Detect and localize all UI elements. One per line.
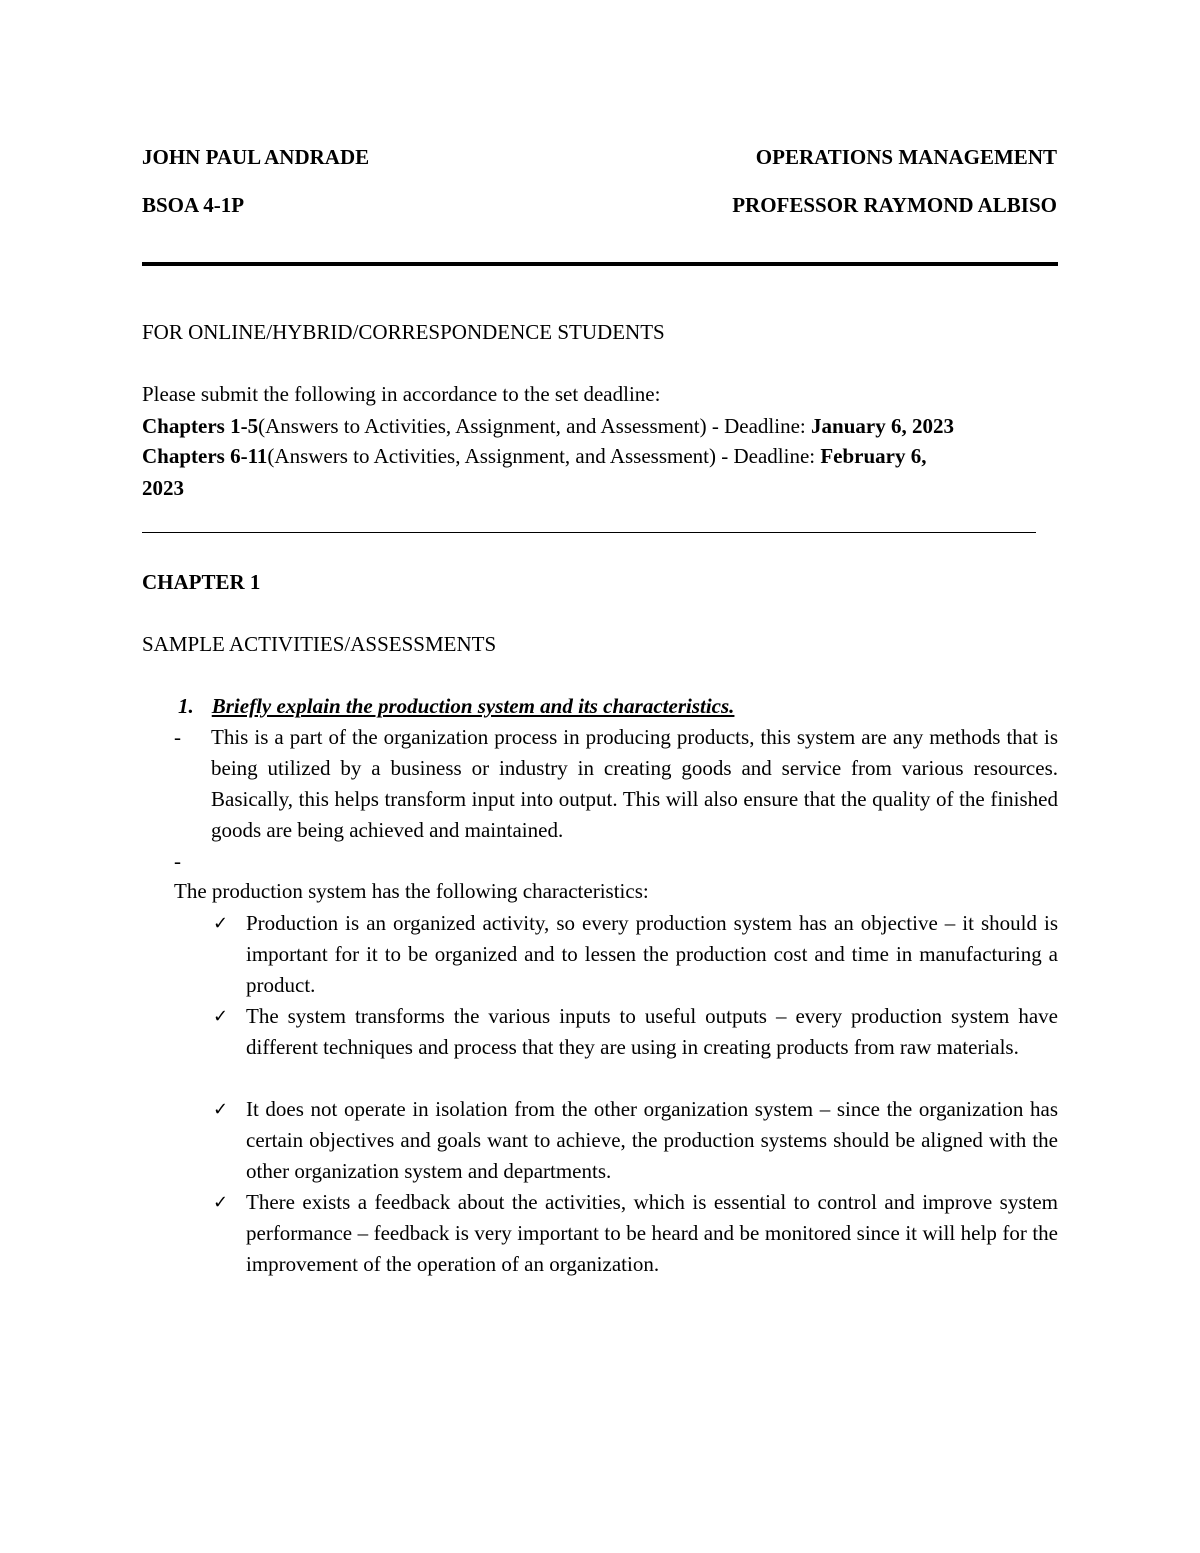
deadline-row-date: January 6, 2023 [811, 414, 954, 438]
notice-heading: FOR ONLINE/HYBRID/CORRESPONDENCE STUDENTS [142, 320, 665, 344]
characteristic-item: It does not operate in isolation from the other organization system – since the organization has certain objectives and goals want to achieve, the production systems should be aligned with the other organization system and departments. [246, 1097, 1058, 1183]
characteristic-item: There exists a feedback about the activities, which is essential to control and improve system performance – feedback is very important to be heard and be monitored since it will help for the improvement of the operation of an organization. [246, 1190, 1058, 1276]
deadline-row-1 [142, 416, 954, 437]
deadline-row-2 [142, 446, 927, 467]
deadline-row-chapters: Chapters 6-11 [142, 444, 268, 468]
notice-intro: Please submit the following in accordance to the set deadline: [142, 382, 661, 406]
empty-dash: - [174, 849, 181, 873]
header-divider [142, 262, 1058, 266]
question-number: 1. [178, 694, 194, 718]
checkmark-icon: ✓ [213, 1192, 229, 1213]
characteristic-item: The system transforms the various inputs to useful outputs – every production system have different techniques and process that they are using in creating products from raw materials. [246, 1004, 1058, 1059]
student-name: JOHN PAUL ANDRADE [142, 145, 370, 169]
section-code: BSOA 4-1P [142, 193, 245, 217]
deadline-row-date: February 6, [820, 444, 927, 468]
answer-dash: - [174, 725, 181, 749]
checkmark-icon: ✓ [213, 1006, 229, 1027]
checkmark-icon: ✓ [213, 913, 229, 934]
deadline-row-description: (Answers to Activities, Assignment, and Assessment) - Deadline: [267, 444, 821, 468]
question-line [178, 696, 734, 717]
question-text: Briefly explain the production system and its characteristics. [211, 694, 735, 718]
checkmark-icon: ✓ [213, 1099, 229, 1120]
chapter-title: CHAPTER 1 [142, 570, 261, 594]
professor-name: PROFESSOR RAYMOND ALBISO [732, 193, 1057, 217]
deadline-row-description: (Answers to Activities, Assignment, and Assessment) - Deadline: [258, 414, 812, 438]
subject-name: OPERATIONS MANAGEMENT [755, 145, 1057, 169]
characteristic-item: Production is an organized activity, so every production system has an objective – it should is important for it to be organized and to lessen the production cost and time in manufacturing a product. [246, 911, 1058, 997]
section-label: SAMPLE ACTIVITIES/ASSESSMENTS [142, 632, 497, 656]
deadline-row-2-continuation: 2023 [142, 476, 184, 500]
characteristics-intro: The production system has the following characteristics: [174, 879, 649, 903]
answer-paragraph: This is a part of the organization process in producing products, this system are any methods that is being utilized by a business or industry in creating goods and service from various resources. Basically, this helps transform input into output. This will also ensure that the quality of the finished goods are being achieved and maintained. [211, 725, 1058, 842]
deadline-row-chapters: Chapters 1-5 [142, 414, 259, 438]
notice-divider [142, 532, 1036, 533]
